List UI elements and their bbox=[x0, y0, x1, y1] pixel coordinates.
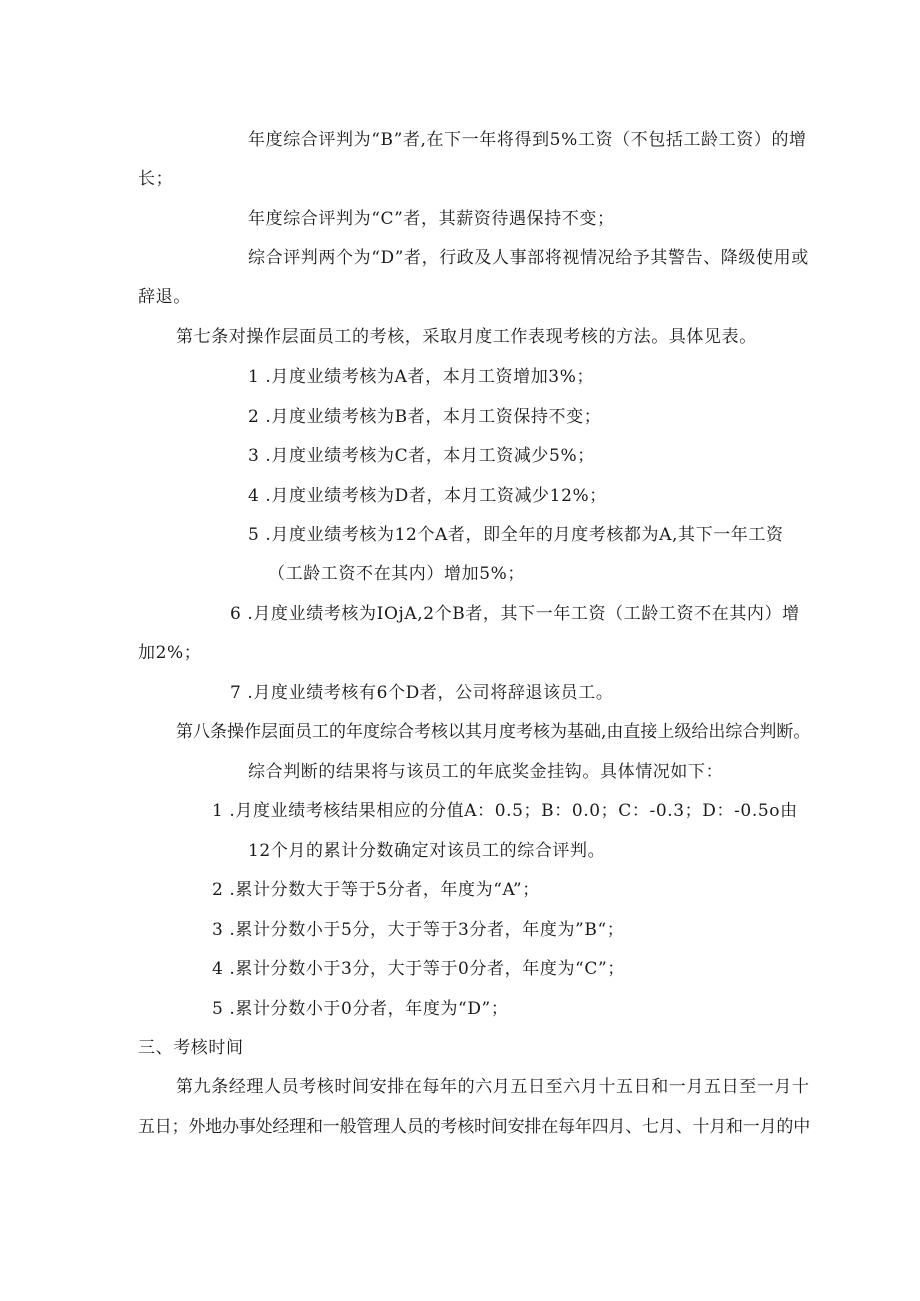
list-item: 4 .月度业绩考核为D者，本月工资减少12%； bbox=[248, 486, 607, 506]
list-item-continuation: 12个月的累计分数确定对该员工的综合评判。 bbox=[248, 841, 606, 861]
list-item: 2 .累计分数大于等于5分者，年度为“A”； bbox=[212, 880, 540, 900]
list-item: 1 .月度业绩考核为A者，本月工资增加3%； bbox=[248, 367, 595, 387]
article-heading-line: 第九条经理人员考核时间安排在每年的六月五日至六月十五日和一月五日至一月十 bbox=[176, 1077, 810, 1097]
list-item: 3 .累计分数小于5分，大于等于3分者，年度为”B“； bbox=[212, 920, 625, 940]
article-heading-line: 第八条操作层面员工的年度综合考核以其月度考核为基础,由直接上级给出综合判断。 bbox=[176, 722, 811, 742]
paragraph-line: 长； bbox=[138, 169, 174, 189]
list-item: 1 .月度业绩考核结果相应的分值A：0.5；B：0.0；C：-0.3；D：-0.5o由 bbox=[212, 801, 798, 821]
paragraph-line: 辞退。 bbox=[138, 287, 191, 307]
paragraph-line: 年度综合评判为“B”者,在下一年将得到5%工资（不包括工龄工资）的增 bbox=[248, 130, 807, 150]
paragraph-line: 五日；外地办事处经理和一般管理人员的考核时间安排在每年四月、七月、十月和一月的中 bbox=[138, 1117, 810, 1137]
list-item: 7 .月度业绩考核有6个D者，公司将辞退该员工。 bbox=[230, 683, 614, 703]
paragraph-line: 综合判断的结果将与该员工的年底奖金挂钩。具体情况如下： bbox=[248, 762, 724, 782]
list-item: 3 .月度业绩考核为C者，本月工资减少5%； bbox=[248, 446, 595, 466]
list-item: 4 .累计分数小于3分，大于等于0分者，年度为“C”； bbox=[212, 959, 625, 979]
article-heading-line: 第七条对操作层面员工的考核，采取月度工作表现考核的方法。具体见表。 bbox=[176, 327, 757, 347]
list-item: 2 .月度业绩考核为B者，本月工资保持不变； bbox=[248, 407, 602, 427]
list-item: 5 .累计分数小于0分者，年度为“D”； bbox=[212, 999, 509, 1019]
paragraph-line: 年度综合评判为“C”者，其薪资待遇保持不变； bbox=[248, 209, 615, 229]
section-heading: 三、考核时间 bbox=[138, 1038, 244, 1058]
list-item-continuation: （工龄工资不在其内）增加5%； bbox=[268, 564, 525, 584]
list-item-continuation: 加2%； bbox=[138, 643, 202, 663]
paragraph-line: 综合评判两个为“D”者，行政及人事部将视情况给予其警告、降级使用或 bbox=[248, 248, 809, 268]
list-item: 6 .月度业绩考核为IOjA,2个B者，其下一年工资（工龄工资不在其内）增 bbox=[230, 604, 800, 624]
list-item: 5 .月度业绩考核为12个A者，即全年的月度考核都为A,其下一年工资 bbox=[248, 525, 784, 545]
